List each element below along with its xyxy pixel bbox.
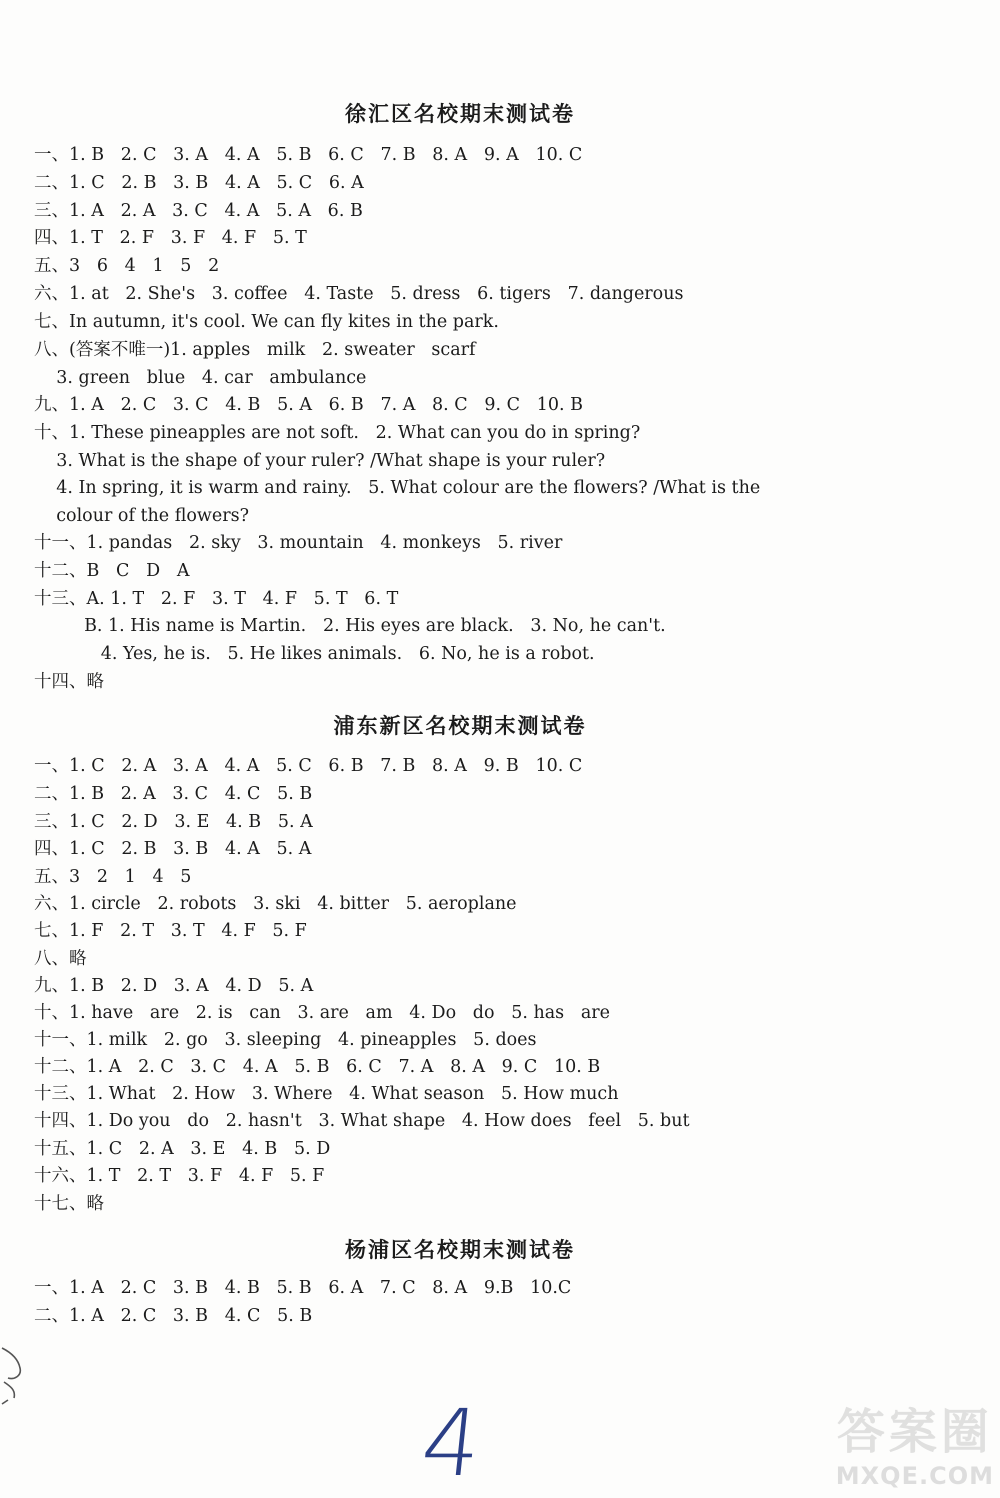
answer-line: 一、1. C 2. A 3. A 4. A 5. C 6. B 7. B 8. A 9. B 10. C — [34, 756, 583, 776]
section-title-yangpu: 杨浦区名校期末测试卷 — [345, 1238, 575, 1262]
answer-line: 一、1. A 2. C 3. B 4. B 5. B 6. A 7. C 8. A 9.B 10.C — [34, 1278, 572, 1298]
answer-line: colour of the flowers? — [34, 506, 249, 526]
answer-line: B. 1. His name is Martin. 2. His eyes are black. 3. No, he can't. — [34, 616, 666, 636]
answer-line: 三、1. A 2. A 3. C 4. A 5. A 6. B — [34, 201, 363, 221]
answer-line: 二、1. B 2. A 3. C 4. C 5. B — [34, 784, 313, 804]
answer-line: 四、1. C 2. B 3. B 4. A 5. A — [34, 839, 312, 859]
watermark-url: MXQE.COM — [835, 1462, 994, 1490]
answer-line: 四、1. T 2. F 3. F 4. F 5. T — [34, 228, 307, 248]
answer-line: 二、1. A 2. C 3. B 4. C 5. B — [34, 1306, 313, 1326]
answer-line: 4. Yes, he is. 5. He likes animals. 6. No, he is a robot. — [34, 644, 595, 664]
answer-line: 六、1. at 2. She's 3. coffee 4. Taste 5. dress 6. tigers 7. dangerous — [34, 284, 684, 304]
answer-line: 十六、1. T 2. T 3. F 4. F 5. F — [34, 1166, 325, 1186]
answer-line: 4. In spring, it is warm and rainy. 5. What colour are the flowers? /What is the — [34, 478, 761, 498]
answer-line: 七、In autumn, it's cool. We can fly kites in the park. — [34, 312, 499, 332]
page-edge-mark — [0, 1342, 26, 1412]
answer-line: 九、1. A 2. C 3. C 4. B 5. A 6. B 7. A 8. C 9. C 10. B — [34, 395, 583, 415]
answer-line: 3. What is the shape of your ruler? /What shape is your ruler? — [34, 451, 606, 471]
answer-line: 十二、1. A 2. C 3. C 4. A 5. B 6. C 7. A 8. A 9. C 10. B — [34, 1057, 601, 1077]
answer-line: 3. green blue 4. car ambulance — [34, 368, 367, 388]
answer-line: 三、1. C 2. D 3. E 4. B 5. A — [34, 812, 313, 832]
answer-line: 九、1. B 2. D 3. A 4. D 5. A — [34, 976, 314, 996]
answer-line: 十四、1. Do you do 2. hasn't 3. What shape 4. How does feel 5. but — [34, 1111, 690, 1131]
answer-line: 十一、1. pandas 2. sky 3. mountain 4. monkeys 5. river — [34, 533, 563, 553]
section-title-xuhui: 徐汇区名校期末测试卷 — [345, 102, 575, 126]
answer-line: 十七、略 — [34, 1194, 104, 1214]
answer-line: 十三、1. What 2. How 3. Where 4. What season 5. How much — [34, 1084, 619, 1104]
section-title-pudong: 浦东新区名校期末测试卷 — [333, 714, 587, 738]
answer-line: 七、1. F 2. T 3. T 4. F 5. F — [34, 921, 307, 941]
watermark-logo-text: 答案圈 — [836, 1404, 993, 1460]
page-number: 4 — [416, 1390, 487, 1497]
answer-line: 十二、B C D A — [34, 561, 190, 581]
answer-line: 六、1. circle 2. robots 3. ski 4. bitter 5. aeroplane — [34, 894, 517, 914]
watermark — [836, 1393, 994, 1490]
answer-line: 二、1. C 2. B 3. B 4. A 5. C 6. A — [34, 173, 364, 193]
answer-line: 五、3 2 1 4 5 — [34, 867, 192, 887]
answer-line: 十四、略 — [34, 672, 104, 692]
answer-line: 一、1. B 2. C 3. A 4. A 5. B 6. C 7. B 8. A 9. A 10. C — [34, 145, 583, 165]
answer-line: 八、略 — [34, 949, 87, 969]
answer-line: 五、3 6 4 1 5 2 — [34, 256, 220, 276]
answer-line: 十一、1. milk 2. go 3. sleeping 4. pineapples 5. does — [34, 1030, 537, 1050]
answer-line: 八、(答案不唯一)1. apples milk 2. sweater scarf — [34, 340, 476, 360]
answer-line: 十五、1. C 2. A 3. E 4. B 5. D — [34, 1139, 331, 1159]
answer-line: 十、1. have are 2. is can 3. are am 4. Do do 5. has are — [34, 1003, 611, 1023]
answer-line: 十三、A. 1. T 2. F 3. T 4. F 5. T 6. T — [34, 589, 399, 609]
answer-line: 十、1. These pineapples are not soft. 2. What can you do in spring? — [34, 423, 641, 443]
